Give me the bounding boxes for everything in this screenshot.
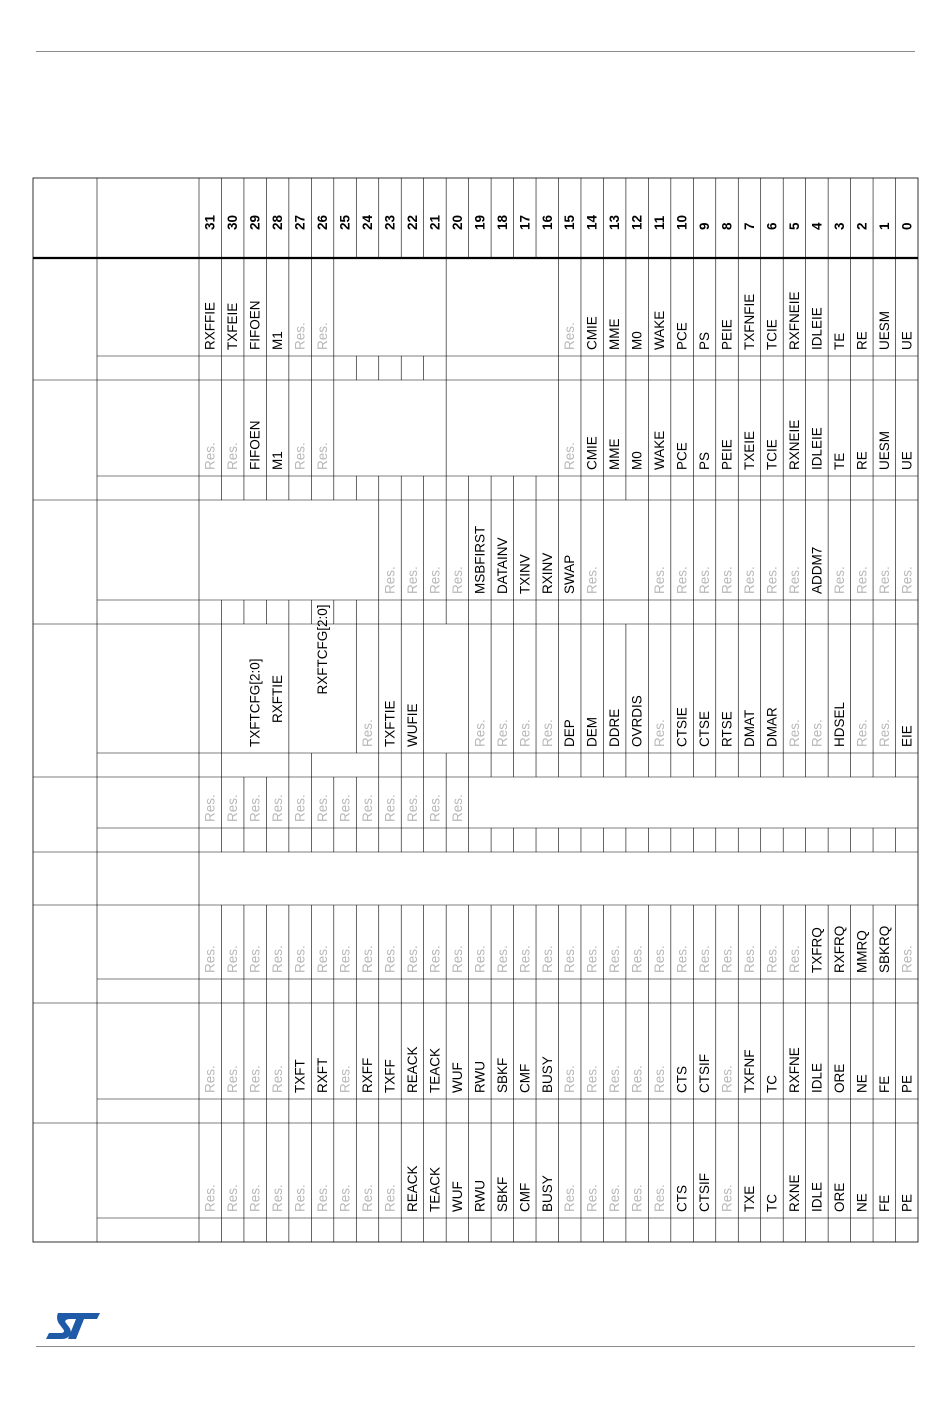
bit-number: 6	[764, 222, 780, 230]
reserved-label: Res.	[494, 945, 510, 973]
field-label: TXFEIE	[225, 302, 241, 350]
bit-number: 2	[854, 222, 870, 230]
reserved-label: Res.	[607, 1065, 623, 1093]
reserved-label: Res.	[382, 566, 398, 594]
field-label: TCIE	[764, 319, 780, 350]
bit-number: 28	[270, 214, 286, 230]
field-label: MMRQ	[854, 930, 870, 973]
field-label: RXNE	[786, 1174, 802, 1212]
bit-number: 20	[449, 214, 465, 230]
reserved-label: Res.	[494, 719, 510, 747]
field-label: RWU	[472, 1180, 488, 1212]
bit-number: 25	[337, 214, 353, 230]
field-label: WUF	[449, 1062, 465, 1093]
field-label: SWAP	[562, 554, 578, 594]
bit-number: 31	[202, 214, 218, 230]
reserved-label: Res.	[202, 1184, 218, 1212]
field-label: TXE	[741, 1185, 757, 1212]
field-label: UESM	[876, 430, 892, 470]
field-label: MME	[607, 438, 623, 470]
reserved-label: Res.	[786, 945, 802, 973]
reserved-label: Res.	[225, 442, 241, 470]
field-label: DMAT	[741, 709, 757, 747]
reserved-label: Res.	[741, 566, 757, 594]
field-label: TC	[764, 1075, 780, 1093]
field-label: CMIE	[584, 436, 600, 470]
field-label: PCE	[674, 322, 690, 350]
reserved-label: Res.	[652, 1184, 668, 1212]
reserved-label: Res.	[562, 322, 578, 350]
reserved-label: Res.	[404, 566, 420, 594]
reserved-label: Res.	[404, 794, 420, 822]
field-label: DEP	[562, 719, 578, 747]
reserved-label: Res.	[786, 566, 802, 594]
field-label: RWU	[472, 1061, 488, 1093]
reserved-label: Res.	[202, 442, 218, 470]
reserved-label: Res.	[270, 794, 286, 822]
reserved-label: Res.	[292, 794, 308, 822]
field-label: RE	[854, 331, 870, 350]
field-label: CTSE	[697, 710, 713, 747]
field-label: TEACK	[427, 1166, 443, 1212]
field-label: EIE	[899, 725, 915, 747]
field-label: NE	[854, 1074, 870, 1093]
field-label: TXFNF	[741, 1049, 757, 1093]
field-label: RTSE	[719, 711, 735, 747]
field-label: DMAR	[764, 707, 780, 747]
field-label: SBKRQ	[876, 925, 892, 973]
field-label: TEACK	[427, 1047, 443, 1093]
reserved-label: Res.	[427, 945, 443, 973]
field-label: MME	[607, 318, 623, 350]
reserved-label: Res.	[202, 1065, 218, 1093]
field-label: PCE	[674, 442, 690, 470]
reserved-label: Res.	[360, 945, 376, 973]
reserved-label: Res.	[202, 794, 218, 822]
reserved-label: Res.	[449, 945, 465, 973]
reserved-label: Res.	[472, 719, 488, 747]
reserved-label: Res.	[652, 719, 668, 747]
field-label: FE	[876, 1194, 892, 1212]
reserved-label: Res.	[854, 719, 870, 747]
reserved-label: Res.	[899, 566, 915, 594]
reserved-label: Res.	[719, 1184, 735, 1212]
reserved-label: Res.	[652, 945, 668, 973]
bit-number: 19	[472, 214, 488, 230]
st-logo	[44, 1310, 102, 1342]
field-label: ORE	[831, 1182, 847, 1212]
field-label: UE	[899, 331, 915, 350]
field-label: TC	[764, 1194, 780, 1212]
reserved-label: Res.	[517, 719, 533, 747]
reserved-label: Res.	[584, 945, 600, 973]
field-label: TXEIE	[741, 430, 757, 470]
reserved-label: Res.	[472, 945, 488, 973]
field-label: REACK	[404, 1046, 420, 1093]
field-label: DATAINV	[494, 537, 510, 594]
field-label: NE	[854, 1193, 870, 1212]
field-label: WAKE	[652, 430, 668, 470]
reserved-label: Res.	[292, 1184, 308, 1212]
reserved-label: Res.	[629, 945, 645, 973]
reserved-label: Res.	[247, 794, 263, 822]
reserved-label: Res.	[247, 1065, 263, 1093]
field-label: TXFTIE	[382, 700, 398, 747]
bit-number: 7	[741, 222, 757, 230]
reserved-label: Res.	[584, 566, 600, 594]
reserved-label: Res.	[225, 794, 241, 822]
field-label: M1	[270, 331, 286, 350]
reserved-label: Res.	[382, 794, 398, 822]
reserved-label: Res.	[337, 945, 353, 973]
bit-number: 8	[719, 222, 735, 230]
field-label: RXFRQ	[831, 925, 847, 973]
reserved-label: Res.	[315, 442, 331, 470]
field-label: PEIE	[719, 319, 735, 350]
field-label: MSBFIRST	[472, 525, 488, 594]
bit-number: 17	[517, 214, 533, 230]
bit-number: 16	[539, 214, 555, 230]
field-label: TXFTCFG[2:0]	[247, 658, 263, 747]
field-label: ORE	[831, 1063, 847, 1093]
bit-number: 11	[652, 215, 668, 230]
reserved-label: Res.	[629, 1184, 645, 1212]
footer-rule	[36, 1346, 915, 1347]
reserved-label: Res.	[270, 1065, 286, 1093]
field-label: M0	[629, 451, 645, 470]
field-label: ADDM7	[809, 546, 825, 594]
reserved-label: Res.	[337, 1184, 353, 1212]
field-label: WAKE	[652, 310, 668, 350]
field-label: FIFOEN	[247, 300, 263, 350]
bit-number: 10	[674, 214, 690, 230]
field-label: SBKF	[494, 1176, 510, 1212]
field-label: DDRE	[607, 708, 623, 747]
reserved-label: Res.	[876, 566, 892, 594]
field-label: PEIE	[719, 439, 735, 470]
reserved-label: Res.	[225, 1184, 241, 1212]
field-label: M0	[629, 331, 645, 350]
bit-number: 0	[899, 222, 915, 230]
field-label: TXFNFIE	[741, 293, 757, 350]
bit-number: 12	[629, 214, 645, 230]
reserved-label: Res.	[292, 945, 308, 973]
reserved-label: Res.	[449, 794, 465, 822]
field-label: CMIE	[584, 316, 600, 350]
field-label: WUF	[449, 1181, 465, 1212]
field-label: RXFFIE	[202, 301, 218, 350]
reserved-label: Res.	[764, 566, 780, 594]
reserved-label: Res.	[337, 1065, 353, 1093]
reserved-label: Res.	[719, 945, 735, 973]
bit-number: 15	[562, 214, 578, 230]
field-label: CTS	[674, 1066, 690, 1093]
field-label: TXINV	[517, 554, 533, 594]
field-label: BUSY	[539, 1175, 555, 1212]
field-label: FE	[876, 1075, 892, 1093]
reserved-label: Res.	[360, 1184, 376, 1212]
field-label: IDLE	[809, 1062, 825, 1093]
reserved-label: Res.	[899, 945, 915, 973]
reserved-label: Res.	[607, 1184, 623, 1212]
bit-number: 3	[831, 222, 847, 230]
reserved-label: Res.	[809, 719, 825, 747]
reserved-label: Res.	[674, 945, 690, 973]
reserved-label: Res.	[517, 945, 533, 973]
field-label: IDLE	[809, 1181, 825, 1212]
reserved-label: Res.	[315, 794, 331, 822]
field-label: CTSIF	[697, 1173, 713, 1212]
bit-number: 30	[225, 214, 241, 230]
bit-number: 14	[584, 214, 600, 230]
field-label: RXFF	[360, 1057, 376, 1093]
field-label: TXFRQ	[809, 927, 825, 973]
reserved-label: Res.	[225, 1065, 241, 1093]
field-label: TE	[831, 452, 847, 470]
reserved-label: Res.	[360, 719, 376, 747]
reserved-label: Res.	[202, 945, 218, 973]
reserved-label: Res.	[764, 945, 780, 973]
reserved-label: Res.	[584, 1184, 600, 1212]
reserved-label: Res.	[741, 945, 757, 973]
field-label: PS	[697, 331, 713, 350]
bit-number: 1	[876, 222, 892, 230]
field-label: RXINV	[539, 552, 555, 594]
field-label: CMF	[517, 1182, 533, 1212]
bit-number: 21	[427, 214, 443, 230]
field-label: BUSY	[539, 1056, 555, 1093]
reserved-label: Res.	[247, 1184, 263, 1212]
bit-number: 13	[607, 214, 623, 230]
field-label: CTSIE	[674, 707, 690, 747]
field-label: TXFT	[292, 1059, 308, 1093]
reserved-label: Res.	[247, 945, 263, 973]
reserved-label: Res.	[831, 566, 847, 594]
field-label: PE	[899, 1074, 915, 1093]
field-label: PS	[697, 451, 713, 470]
reserved-label: Res.	[876, 719, 892, 747]
field-label: SBKF	[494, 1057, 510, 1093]
field-label: RXFTCFG[2:0]	[315, 604, 331, 695]
reserved-label: Res.	[315, 1184, 331, 1212]
reserved-label: Res.	[629, 1065, 645, 1093]
field-label: TE	[831, 332, 847, 350]
field-label: HDSEL	[831, 701, 847, 747]
bit-number: 23	[382, 214, 398, 230]
reserved-label: Res.	[427, 794, 443, 822]
reserved-label: Res.	[315, 322, 331, 350]
field-label: TXFF	[382, 1059, 398, 1093]
field-label: M1	[270, 451, 286, 470]
field-label: WUFIE	[404, 703, 420, 747]
bit-number: 5	[786, 222, 802, 230]
field-label: CMF	[517, 1063, 533, 1093]
field-label: RE	[854, 451, 870, 470]
bit-number: 26	[315, 214, 331, 230]
reserved-label: Res.	[562, 1184, 578, 1212]
field-label: IDLEIE	[809, 307, 825, 350]
bit-number: 9	[697, 222, 713, 230]
field-label: PE	[899, 1193, 915, 1212]
reserved-label: Res.	[382, 1184, 398, 1212]
field-label: FIFOEN	[247, 420, 263, 470]
reserved-label: Res.	[539, 719, 555, 747]
bit-number: 24	[360, 214, 376, 230]
reserved-label: Res.	[719, 1065, 735, 1093]
reserved-label: Res.	[270, 1184, 286, 1212]
reserved-label: Res.	[697, 566, 713, 594]
bit-number: 18	[494, 214, 510, 230]
field-label: RXFT	[315, 1057, 331, 1093]
field-label: UESM	[876, 310, 892, 350]
reserved-label: Res.	[562, 1065, 578, 1093]
field-label: REACK	[404, 1165, 420, 1212]
reserved-label: Res.	[449, 566, 465, 594]
bit-number: 27	[292, 214, 308, 230]
field-label: DEM	[584, 717, 600, 747]
reserved-label: Res.	[652, 1065, 668, 1093]
reserved-label: Res.	[315, 945, 331, 973]
reserved-label: Res.	[584, 1065, 600, 1093]
reserved-label: Res.	[292, 322, 308, 350]
reserved-label: Res.	[427, 566, 443, 594]
reserved-label: Res.	[562, 945, 578, 973]
field-label: RXFTIE	[270, 674, 286, 723]
reserved-label: Res.	[382, 945, 398, 973]
reserved-label: Res.	[539, 945, 555, 973]
field-label: RXNEIE	[786, 419, 802, 470]
field-label: UE	[899, 451, 915, 470]
bit-number: 4	[809, 222, 825, 230]
reserved-label: Res.	[652, 566, 668, 594]
field-label: IDLEIE	[809, 427, 825, 470]
reserved-label: Res.	[674, 566, 690, 594]
bit-number: 22	[404, 214, 420, 230]
field-label: OVRDIS	[629, 695, 645, 747]
reserved-label: Res.	[270, 945, 286, 973]
reserved-label: Res.	[562, 442, 578, 470]
reserved-label: Res.	[719, 566, 735, 594]
reserved-label: Res.	[786, 719, 802, 747]
reserved-label: Res.	[697, 945, 713, 973]
reserved-label: Res.	[404, 945, 420, 973]
reserved-label: Res.	[225, 945, 241, 973]
field-label: RXFNEIE	[786, 291, 802, 350]
field-label: RXFNE	[786, 1047, 802, 1093]
field-label: CTSIF	[697, 1054, 713, 1093]
reserved-label: Res.	[607, 945, 623, 973]
reserved-label: Res.	[854, 566, 870, 594]
field-label: TCIE	[764, 439, 780, 470]
reserved-label: Res.	[360, 794, 376, 822]
bit-number: 29	[247, 214, 263, 230]
reserved-label: Res.	[337, 794, 353, 822]
reserved-label: Res.	[292, 442, 308, 470]
field-label: CTS	[674, 1185, 690, 1212]
